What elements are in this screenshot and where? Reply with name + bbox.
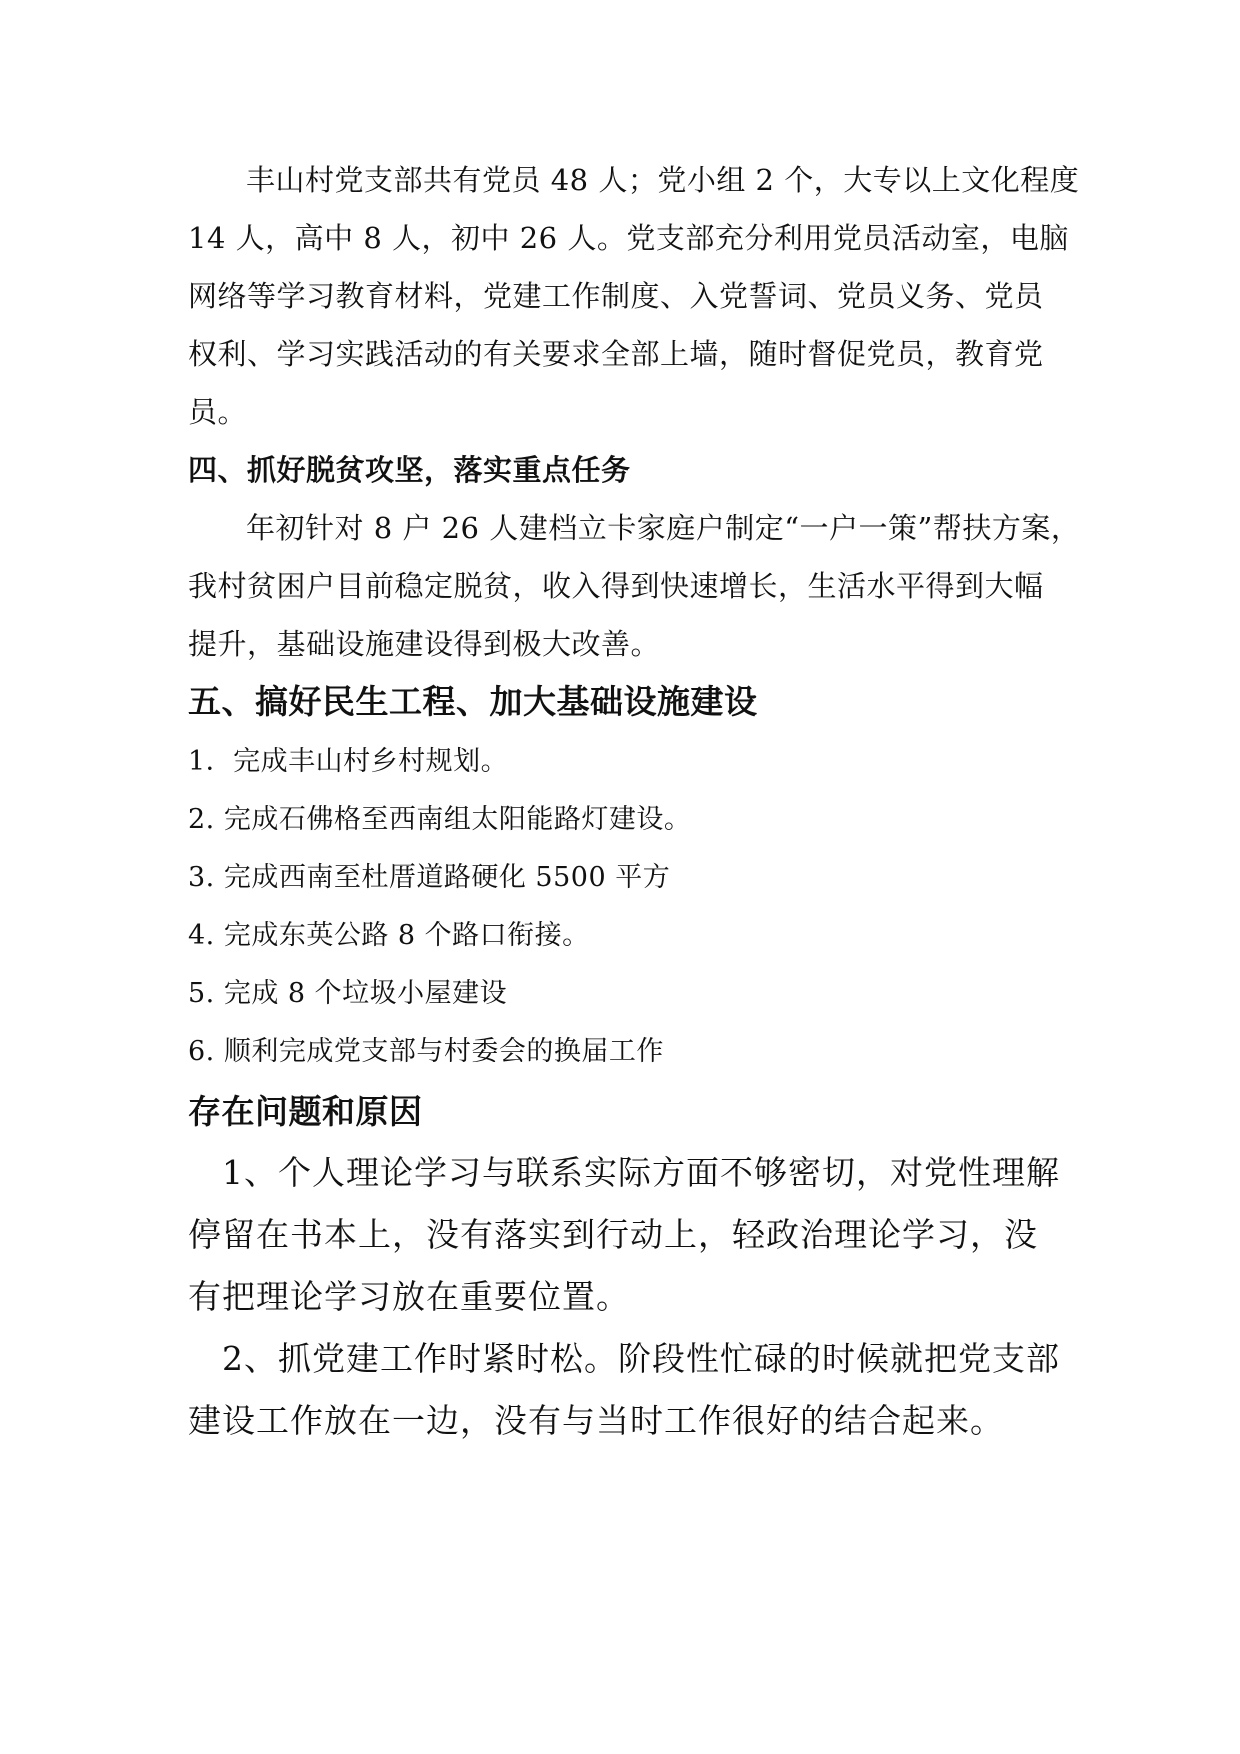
paragraph-line: 14 人，高中 8 人，初中 26 人。党支部充分利用党员活动室，电脑 (188, 221, 1069, 255)
list-item: 2. 完成石佛格至西南组太阳能路灯建设。 (188, 804, 692, 835)
section-heading: 四、抓好脱贫攻坚，落实重点任务 (188, 453, 631, 487)
list-item: 1．完成丰山村乡村规划。 (188, 746, 509, 777)
section-heading: 存在问题和原因 (188, 1092, 423, 1131)
paragraph-line: 权利、学习实践活动的有关要求全部上墙，随时督促党员，教育党 (188, 337, 1044, 371)
paragraph-line: 我村贫困户目前稳定脱贫，收入得到快速增长，生活水平得到大幅 (188, 569, 1044, 603)
problem-line: 1、个人理论学习与联系实际方面不够密切，对党性理解 (222, 1153, 1060, 1192)
list-item: 6. 顺利完成党支部与村委会的换届工作 (188, 1036, 664, 1067)
paragraph-line: 提升，基础设施建设得到极大改善。 (188, 627, 661, 661)
paragraph-line: 年初针对 8 户 26 人建档立卡家庭户制定“一户一策”帮扶方案， (246, 511, 1081, 545)
list-item: 3. 完成西南至杜厝道路硬化 5500 平方 (188, 862, 671, 893)
list-item: 4. 完成东英公路 8 个路口衔接。 (188, 920, 590, 951)
problem-line: 建设工作放在一边，没有与当时工作很好的结合起来。 (188, 1401, 1004, 1440)
paragraph-line: 员。 (188, 395, 248, 429)
list-item: 5. 完成 8 个垃圾小屋建设 (188, 978, 508, 1009)
problem-line: 停留在书本上，没有落实到行动上，轻政治理论学习，没 (188, 1215, 1038, 1254)
paragraph-line: 网络等学习教育材料，党建工作制度、入党誓词、党员义务、党员 (188, 279, 1044, 313)
section-heading: 五、搞好民生工程、加大基础设施建设 (188, 682, 758, 721)
problem-line: 2、抓党建工作时紧时松。阶段性忙碌的时候就把党支部 (222, 1339, 1060, 1378)
paragraph-line: 丰山村党支部共有党员 48 人；党小组 2 个，大专以上文化程度 (246, 163, 1080, 197)
problem-line: 有把理论学习放在重要位置。 (188, 1277, 630, 1316)
